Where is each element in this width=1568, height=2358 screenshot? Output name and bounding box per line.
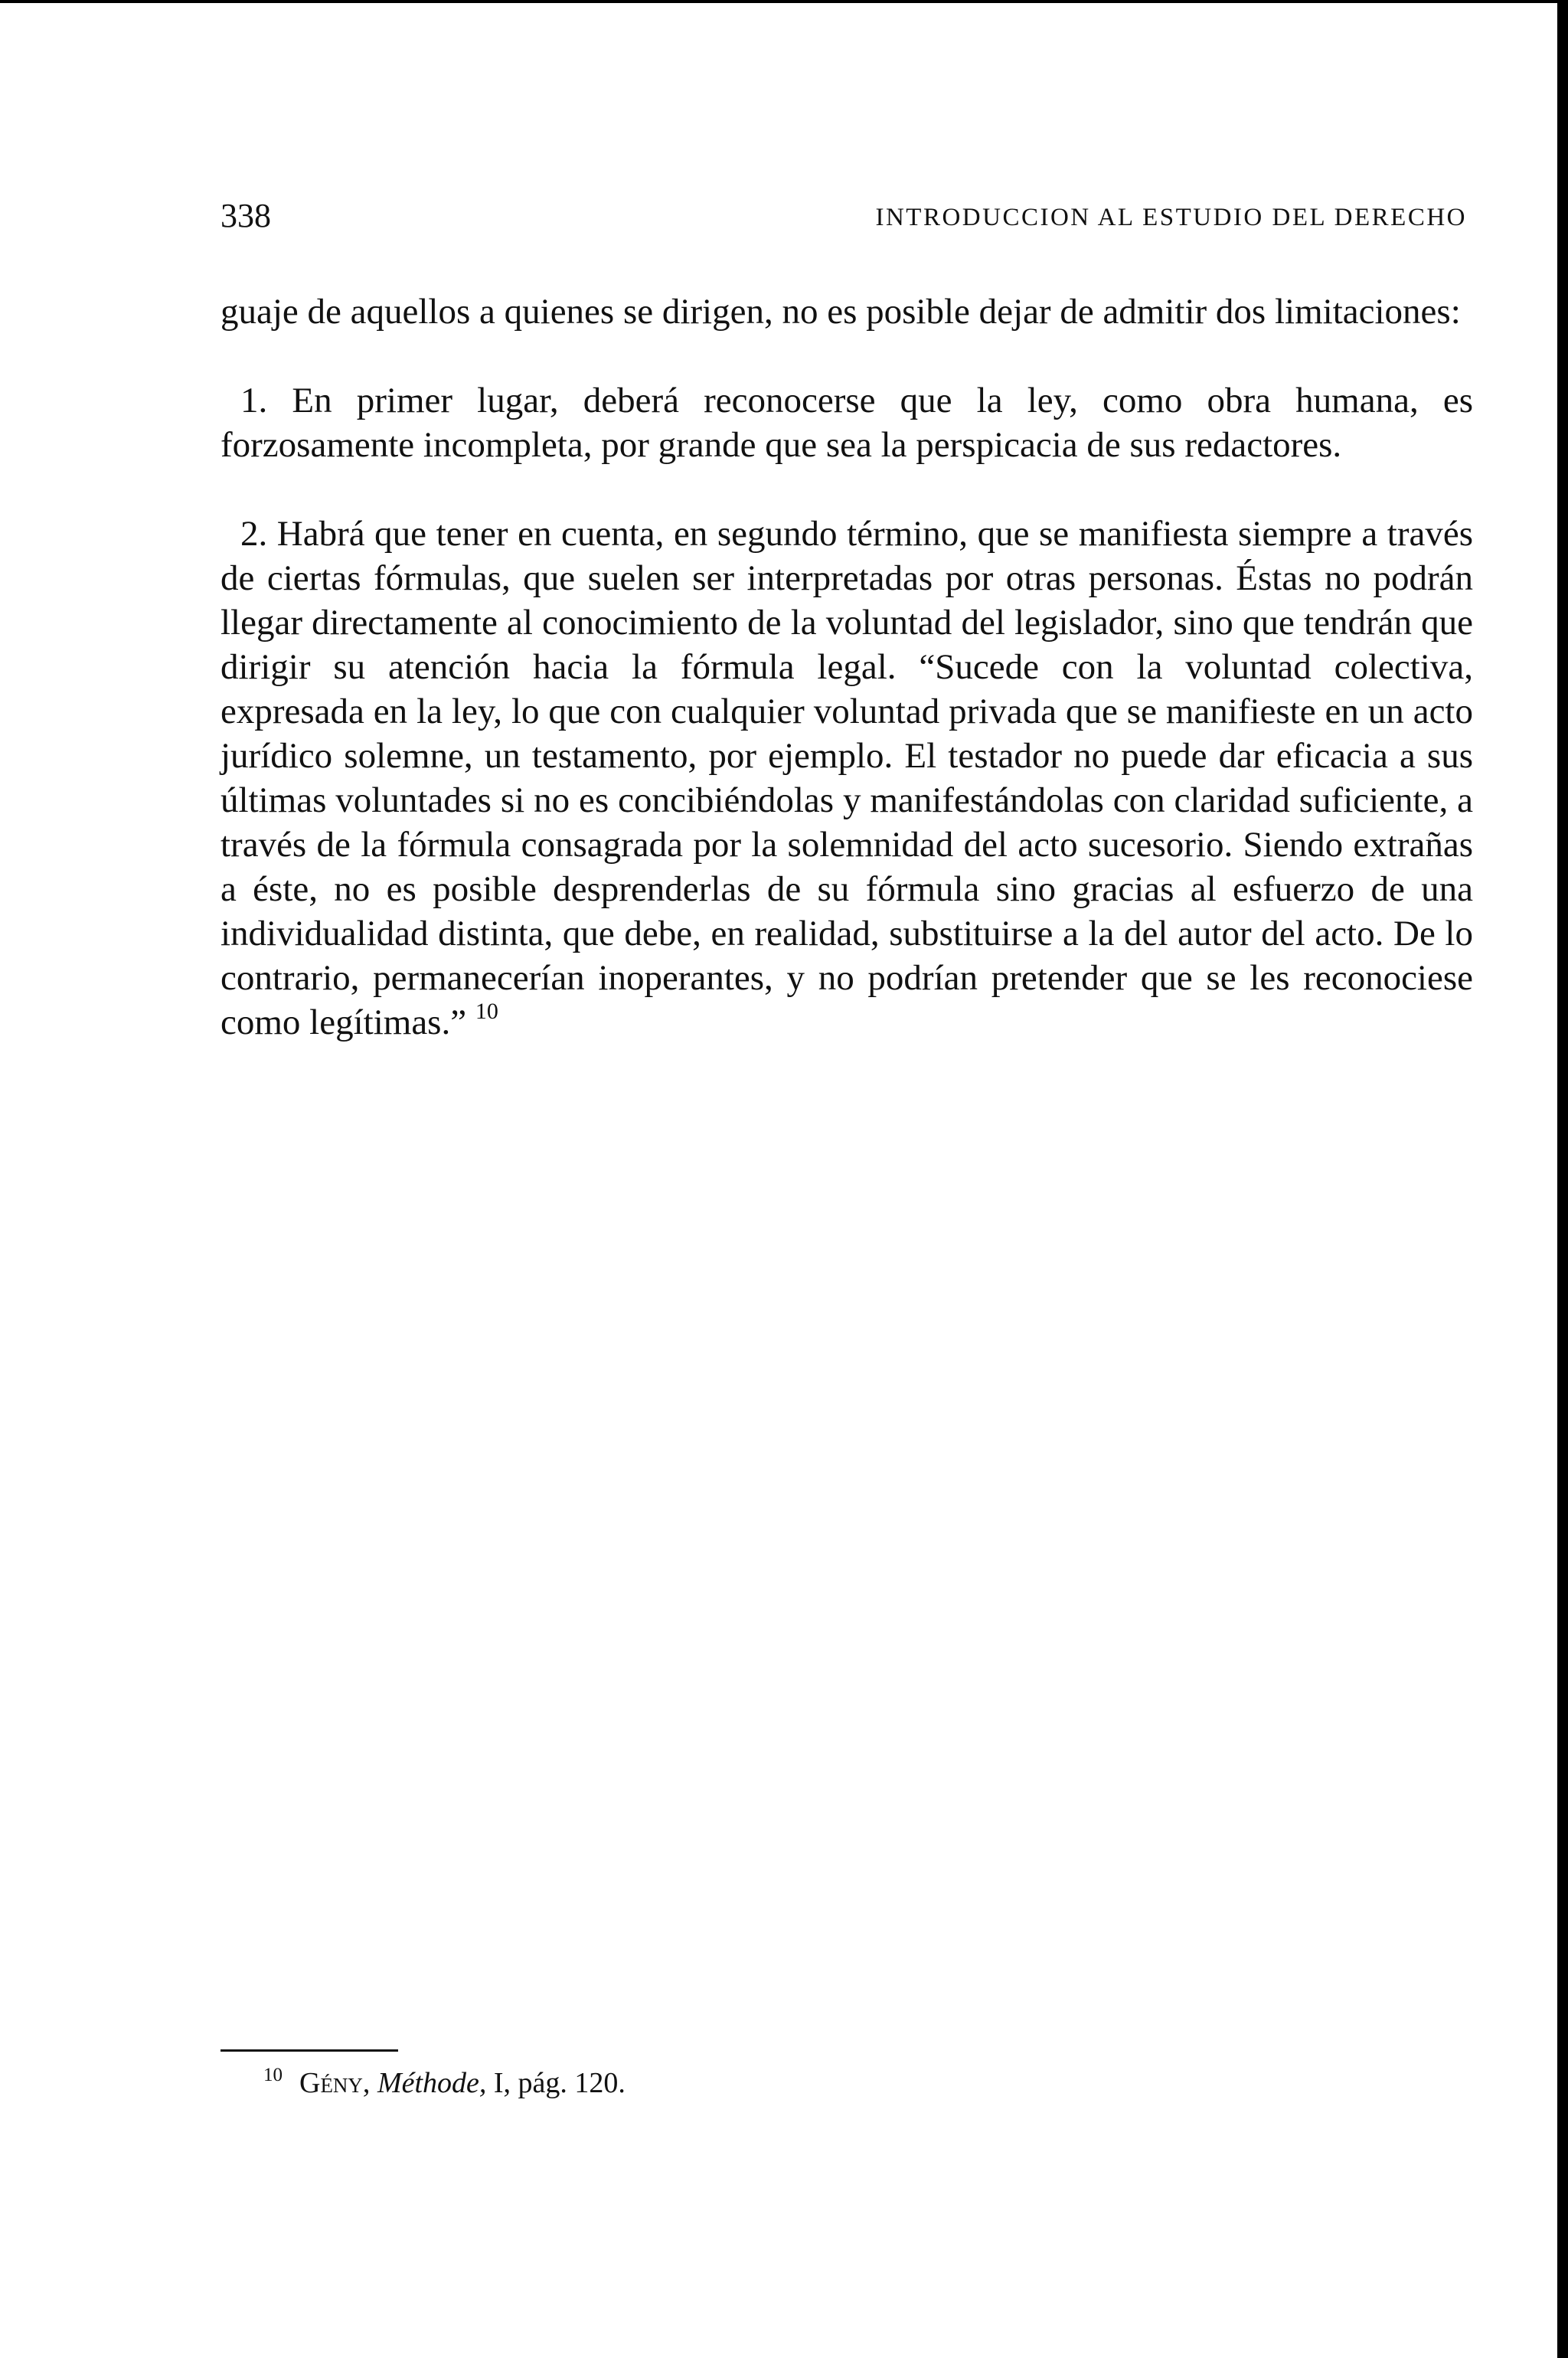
paragraph-item-2 xyxy=(220,512,1473,1045)
body-text xyxy=(220,289,1473,1045)
footnote-reference: 10 xyxy=(475,999,498,1024)
footnote-rule xyxy=(220,2049,398,2052)
footnote-work-title: Méthode, xyxy=(377,2067,487,2099)
book-page xyxy=(220,0,1473,2358)
paragraph-item-1: 1. En primer lugar, deberá reconocerse que la ley, como obra humana, es forzosamente incompleta, por grande que sea la perspicacia de sus redactores. xyxy=(220,381,1473,465)
running-title: INTRODUCCION AL ESTUDIO DEL DERECHO xyxy=(875,204,1467,231)
paragraph-item-2-text: 2. Habrá que tener en cuenta, en segundo término, que se manifiesta siempre a través de ciertas fórmulas, que suelen ser interpretadas por otras personas. Éstas no podrán llegar directamente al conocimiento de la voluntad del legislador, sino que tendrán que dirigir su atención hacia la fórmula legal. “Sucede con la voluntad colectiva, expresada en la ley, lo que con cualquier voluntad privada que se manifieste en un acto jurídico solemne, un testamento, por ejemplo. El testador no puede dar eficacia a sus últimas voluntades si no es concibiéndolas y manifestándolas con claridad suficiente, a través de la fórmula consagrada por la solemnidad del acto sucesorio. Siendo extrañas a éste, no es posible desprenderlas de su fórmula sino gracias al esfuerzo de una individualidad distinta, que debe, en realidad, substituirse a la del autor del acto. De lo contrario, permanecerían inoperantes, y no podrían pretender que se les reconociese como legítimas.” xyxy=(220,514,1473,1042)
footnote xyxy=(263,2062,626,2105)
page-number: 338 xyxy=(220,197,271,234)
paragraph-gap xyxy=(220,334,1473,378)
footnote-mark: 10 xyxy=(263,2065,283,2085)
scan-right-edge xyxy=(1557,0,1568,2358)
running-head xyxy=(220,193,1473,239)
footnote-citation: I, pág. 120. xyxy=(493,2067,626,2099)
footnote-author: Gény, xyxy=(299,2067,371,2099)
paragraph-continuation: guaje de aquellos a quienes se dirigen, no es posible dejar de admitir dos limitaciones: xyxy=(220,292,1461,332)
paragraph-gap xyxy=(220,467,1473,512)
